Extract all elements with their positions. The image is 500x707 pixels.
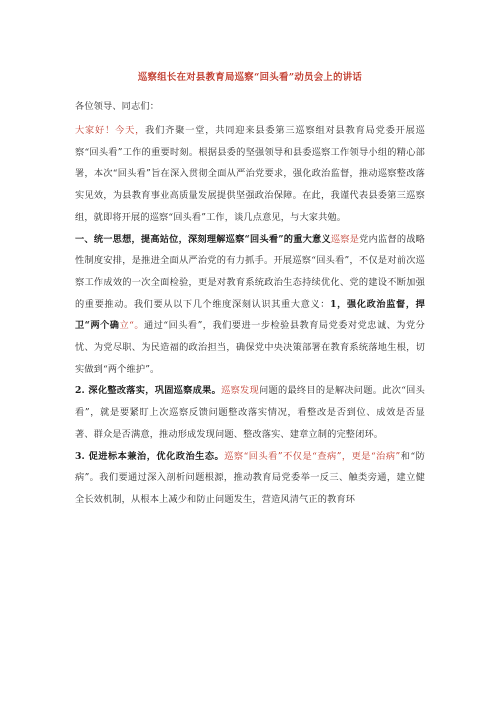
item-2-heading: 2. 深化整改落实，巩固巡察成果。 — [75, 385, 222, 397]
item-2-text: 问题的最终目的是解决问题。此次“回头看”，就是要紧盯上次巡察反馈问题整改落实情况，看整改是否到位、成效是否显著、群众是否满意，推动形成发现问题、整改落实、建章立制的完整闭环。 — [75, 385, 425, 440]
intro-highlight: 大家好！今天， — [75, 125, 146, 136]
greeting: 各位领导、同志们： — [75, 101, 160, 112]
document-title: 巡察组长在对县教育局巡察“回头看”动员会上的讲话 — [137, 72, 363, 83]
item-1-heading: 1，强化政治监督，捍卫“两个确 — [75, 298, 425, 332]
item-1-highlight: 立“。 — [119, 320, 145, 332]
item-1-text: 通过“回头看”，我们要进一步检验县教育局党委对党忠诚、为党分忧、为党尽职、为民造福的政治担当，确保党中央决策部署在教育系统落地生根，切实做到“两个维护”。 — [75, 320, 425, 375]
item-3-text: 和“防病”。我们要通过深入剖析问题根源，推动教育局党委举一反三、触类旁通，建立健全长效机制，从根本上减少和防止问题发生，营造风清气正的教育环 — [75, 450, 425, 505]
section-1-highlight: 巡察是 — [330, 233, 360, 245]
paragraph-intro — [75, 120, 425, 229]
item-2 — [75, 380, 425, 445]
item-2-highlight: 巡察发现 — [221, 385, 260, 397]
intro-text: 我们齐聚一堂，共同迎来县委第三巡察组对县教育局党委开展巡察“回头看”工作的重要时刻。根据县委的坚强领导和县委巡察工作领导小组的精心部署，本次“回头看”旨在深入贯彻全面从严治党要求，强化政治监督，推动巡察整改落实见效，为县教育事业高质量发展提供坚强政治保障。在此，我谨代表县委第三巡察组，就即将开展的巡察“回头看”工作，谈几点意见，与大家共勉。 — [75, 125, 425, 223]
item-3-highlight: 巡察“回头看”不仅是“查病”，更是“治病” — [224, 450, 401, 462]
section-1-heading: 一、统一思想，提高站位，深刻理解巡察“回头看”的重大意义 — [75, 233, 331, 245]
item-3 — [75, 446, 425, 511]
section-1-text: 党内监督的战略性制度安排，是推进全面从严治党的有力抓手。开展巡察“回头看”，不仅是对前次巡察工作成效的一次全面检验，更是对教育系统政治生态持续优化、党的建设不断加强的重要推动。我们要从以下几个维度深刻认识其重大意义： — [75, 233, 425, 310]
section-1 — [75, 229, 425, 381]
item-3-heading: 3. 促进标本兼治，优化政治生态。 — [75, 450, 225, 462]
